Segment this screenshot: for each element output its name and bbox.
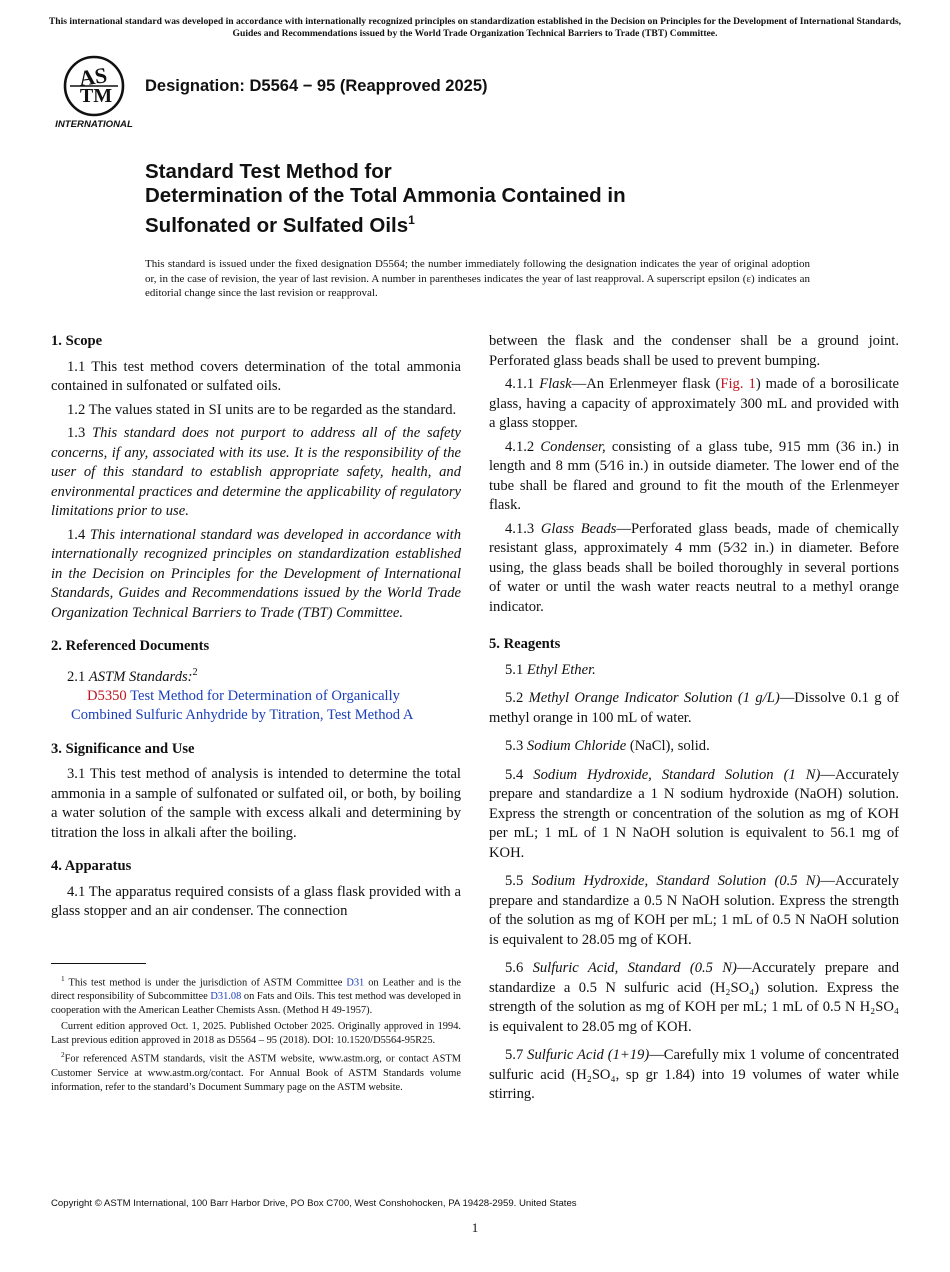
svg-text:AS: AS [77, 62, 109, 91]
paragraph-5-5: 5.5 Sodium Hydroxide, Standard Solution (0.5 N)—Accurately prepare and standardize a 0.5 N NaOH solution. Express the strength of the solution as mg of KOH per mL; 1 mL of 0.5 N NaOH solution is equivalent to 28.05 mg of KOH. [489, 873, 899, 948]
paragraph-4-1-part-b: between the flask and the condenser shall be a ground joint. Perforated glass beads shall be used to prevent bumping. [489, 333, 899, 369]
footnote-edition: Current edition approved Oct. 1, 2025. Published October 2025. Originally approved in 1994. Last previous edition approved in 2018 as D5564 – 95 (2018). DOI: 10.1520/D5564-95R25. [51, 1020, 461, 1046]
paragraph-5-2: 5.2 Methyl Orange Indicator Solution (1 g/L)—Dissolve 0.1 g of methyl orange in 100 mL of water. [489, 690, 899, 726]
reference-d5350 [51, 687, 461, 726]
section-heading-apparatus: 4. Apparatus [51, 858, 132, 875]
section-heading-referenced-documents: 2. Referenced Documents [51, 638, 210, 654]
paragraph-1-2: 1.2 The values stated in SI units are to be regarded as the standard. [67, 401, 457, 418]
paragraph-3-1: 3.1 This test method of analysis is intended to determine the total ammonia in a sample of sulfonated or sulfated oil, or both, by boiling a water solution of the sample with excess alkali and determining by titration the loss in alkali after the boiling. [51, 766, 461, 841]
paragraph-4-1-1: 4.1.1 Flask—An Erlenmeyer flask (Fig. 1) made of a borosilicate glass, having a capacity of approximately 300 mL and provided with a glass stopper. [489, 376, 900, 431]
paragraph-5-1: 5.1 Ethyl Ether. [505, 661, 596, 678]
logo-wordmark: INTERNATIONAL [55, 119, 133, 130]
paragraph-1-4: 1.4 This international standard was developed in accordance with internationally recognized principles on standardization established in the Decision on Principles for the Development of International Standards, Guides and Recommendations issued by the World Trade Organization Technical Barriers to Trade (TBT) Committee. [51, 526, 462, 621]
paragraph-2-1: 2.1 ASTM Standards:$^2$ [67, 666, 198, 685]
reference-code-link[interactable]: D5350 [87, 687, 127, 704]
paragraph-1-3: 1.3 This standard does not purport to address all of the safety concerns, if any, associated with its use. It is the responsibility of the user of this standard to establish appropriate safety, health, and environmental practices and determine the applicability of regulatory limitations prior to use. [51, 425, 461, 519]
page-number: 1 [471, 1220, 479, 1235]
standard-notice: This international standard was developed in accordance with internationally recognized principles on standardization established in the Decision on Principles for the Development of International Standards, Guides and Recommendations issued by the World Trade Organization Technical Barriers to Trade (TBT) Committee. [48, 16, 902, 39]
paragraph-4-1-3: 4.1.3 Glass Beads—Perforated glass beads, made of chemically resistant glass, approximately 4 mm (5⁄32 in.) in diameter. Before using, the glass beads shall be boiled thoroughly in several portions of water or until the wash water reacts neutral to a methyl orange indicator. [489, 520, 899, 615]
title-line-3: Sulfonated or Sulfated Oils$^1$ [145, 213, 415, 237]
paragraph-4-1-2: 4.1.2 Condenser, consisting of a glass tube, 915 mm (36 in.) in length and 8 mm (5⁄16 in.) in outside diameter. The lower end of the tube shall be flared and ground to fit the mouth of the Erlenmeyer flask. [489, 438, 899, 513]
section-heading-scope: 1. Scope [51, 333, 103, 349]
section-heading-reagents: 5. Reagents [489, 636, 561, 652]
paragraph-1-1: 1.1 This test method covers determination of the total ammonia contained in sulfonated or sulfated oils. [51, 358, 461, 394]
reference-title-link[interactable]: Test Method for Determination of Organically Combined Sulfuric Anhydride by Titration, Test Method A [71, 687, 414, 724]
subcommittee-d3108-link[interactable]: D31.08 [210, 991, 242, 1003]
footnote-1: $^1$ This test method is under the jurisdiction of ASTM Committee D31 on Leather and is the direct responsibility of Subcommittee D31.08 on Fats and Oils. This test method was developed in cooperation with the American Leather Chemists Assn. (Method H 49-1957). [51, 975, 461, 1017]
title-footnote-ref[interactable]: 1 [408, 213, 415, 227]
svg-text:TM: TM [79, 85, 113, 107]
astm-logo-mark [52, 54, 136, 132]
intro-paragraph: This standard is issued under the fixed designation D5564; the number immediately following the designation indicates the year of original adoption or, in the case of revision, the year of last revision. A number in parentheses indicates the year of last reapproval. A superscript epsilon (ε) indicates an editorial change since the last revision or reapproval. [145, 258, 810, 300]
designation: Designation: D5564 − 95 (Reapproved 2025) [145, 77, 488, 95]
paragraph-4-1-part-a: 4.1 The apparatus required consists of a glass flask provided with a glass stopper and an air condenser. The connection [51, 883, 461, 920]
title-line-2: Determination of the Total Ammonia Contained in [145, 184, 626, 207]
footnotes [51, 973, 461, 1096]
footnote-divider [51, 963, 146, 964]
paragraph-5-4: 5.4 Sodium Hydroxide, Standard Solution (1 N)—Accurately prepare and standardize a 1 N sodium hydroxide (NaOH) solution. Express the strength or concentration of the solution as mg of KOH per mL; 1 mL of 1 N NaOH solution is equivalent to 56.1 mg of KOH. [489, 766, 899, 861]
right-column [489, 332, 899, 1109]
copyright-notice: Copyright © ASTM International, 100 Barr Harbor Drive, PO Box C700, West Conshohocken, PA 19428-2959. United States [51, 1198, 577, 1209]
section-heading-significance: 3. Significance and Use [51, 740, 195, 757]
footnote-2: $^2$For referenced ASTM standards, visit the ASTM website, www.astm.org, or contact ASTM Customer Service at www.astm.org/contact. For Annual Book of ASTM Standards volume information, refer to the standard’s Document Summary page on the ASTM website. [51, 1051, 461, 1093]
astm-logo [52, 54, 136, 132]
left-column [51, 332, 461, 926]
paragraph-5-7: 5.7 Sulfuric Acid (1+19)—Carefully mix 1 volume of concentrated sulfuric acid (H₂SO₄, sp gr 1.84) into 19 volumes of water while stirring. [489, 1047, 900, 1102]
title-line-1: Standard Test Method for [145, 160, 392, 183]
paragraph-5-6: 5.6 Sulfuric Acid, Standard (0.5 N)—Accurately prepare and standardize a 0.5 N sulfuric acid (H₂SO₄) solution. Express the strength of the solution as mg of KOH per mL; 1 mL of 0.5 N H₂SO₄ is equivalent to 28.05 mg of KOH. [489, 960, 899, 1035]
figure-1-link[interactable]: Fig. 1 [720, 376, 756, 392]
committee-d31-link[interactable]: D31 [346, 977, 365, 989]
document-title [145, 160, 825, 238]
paragraph-5-3: 5.3 Sodium Chloride (NaCl), solid. [505, 738, 710, 754]
